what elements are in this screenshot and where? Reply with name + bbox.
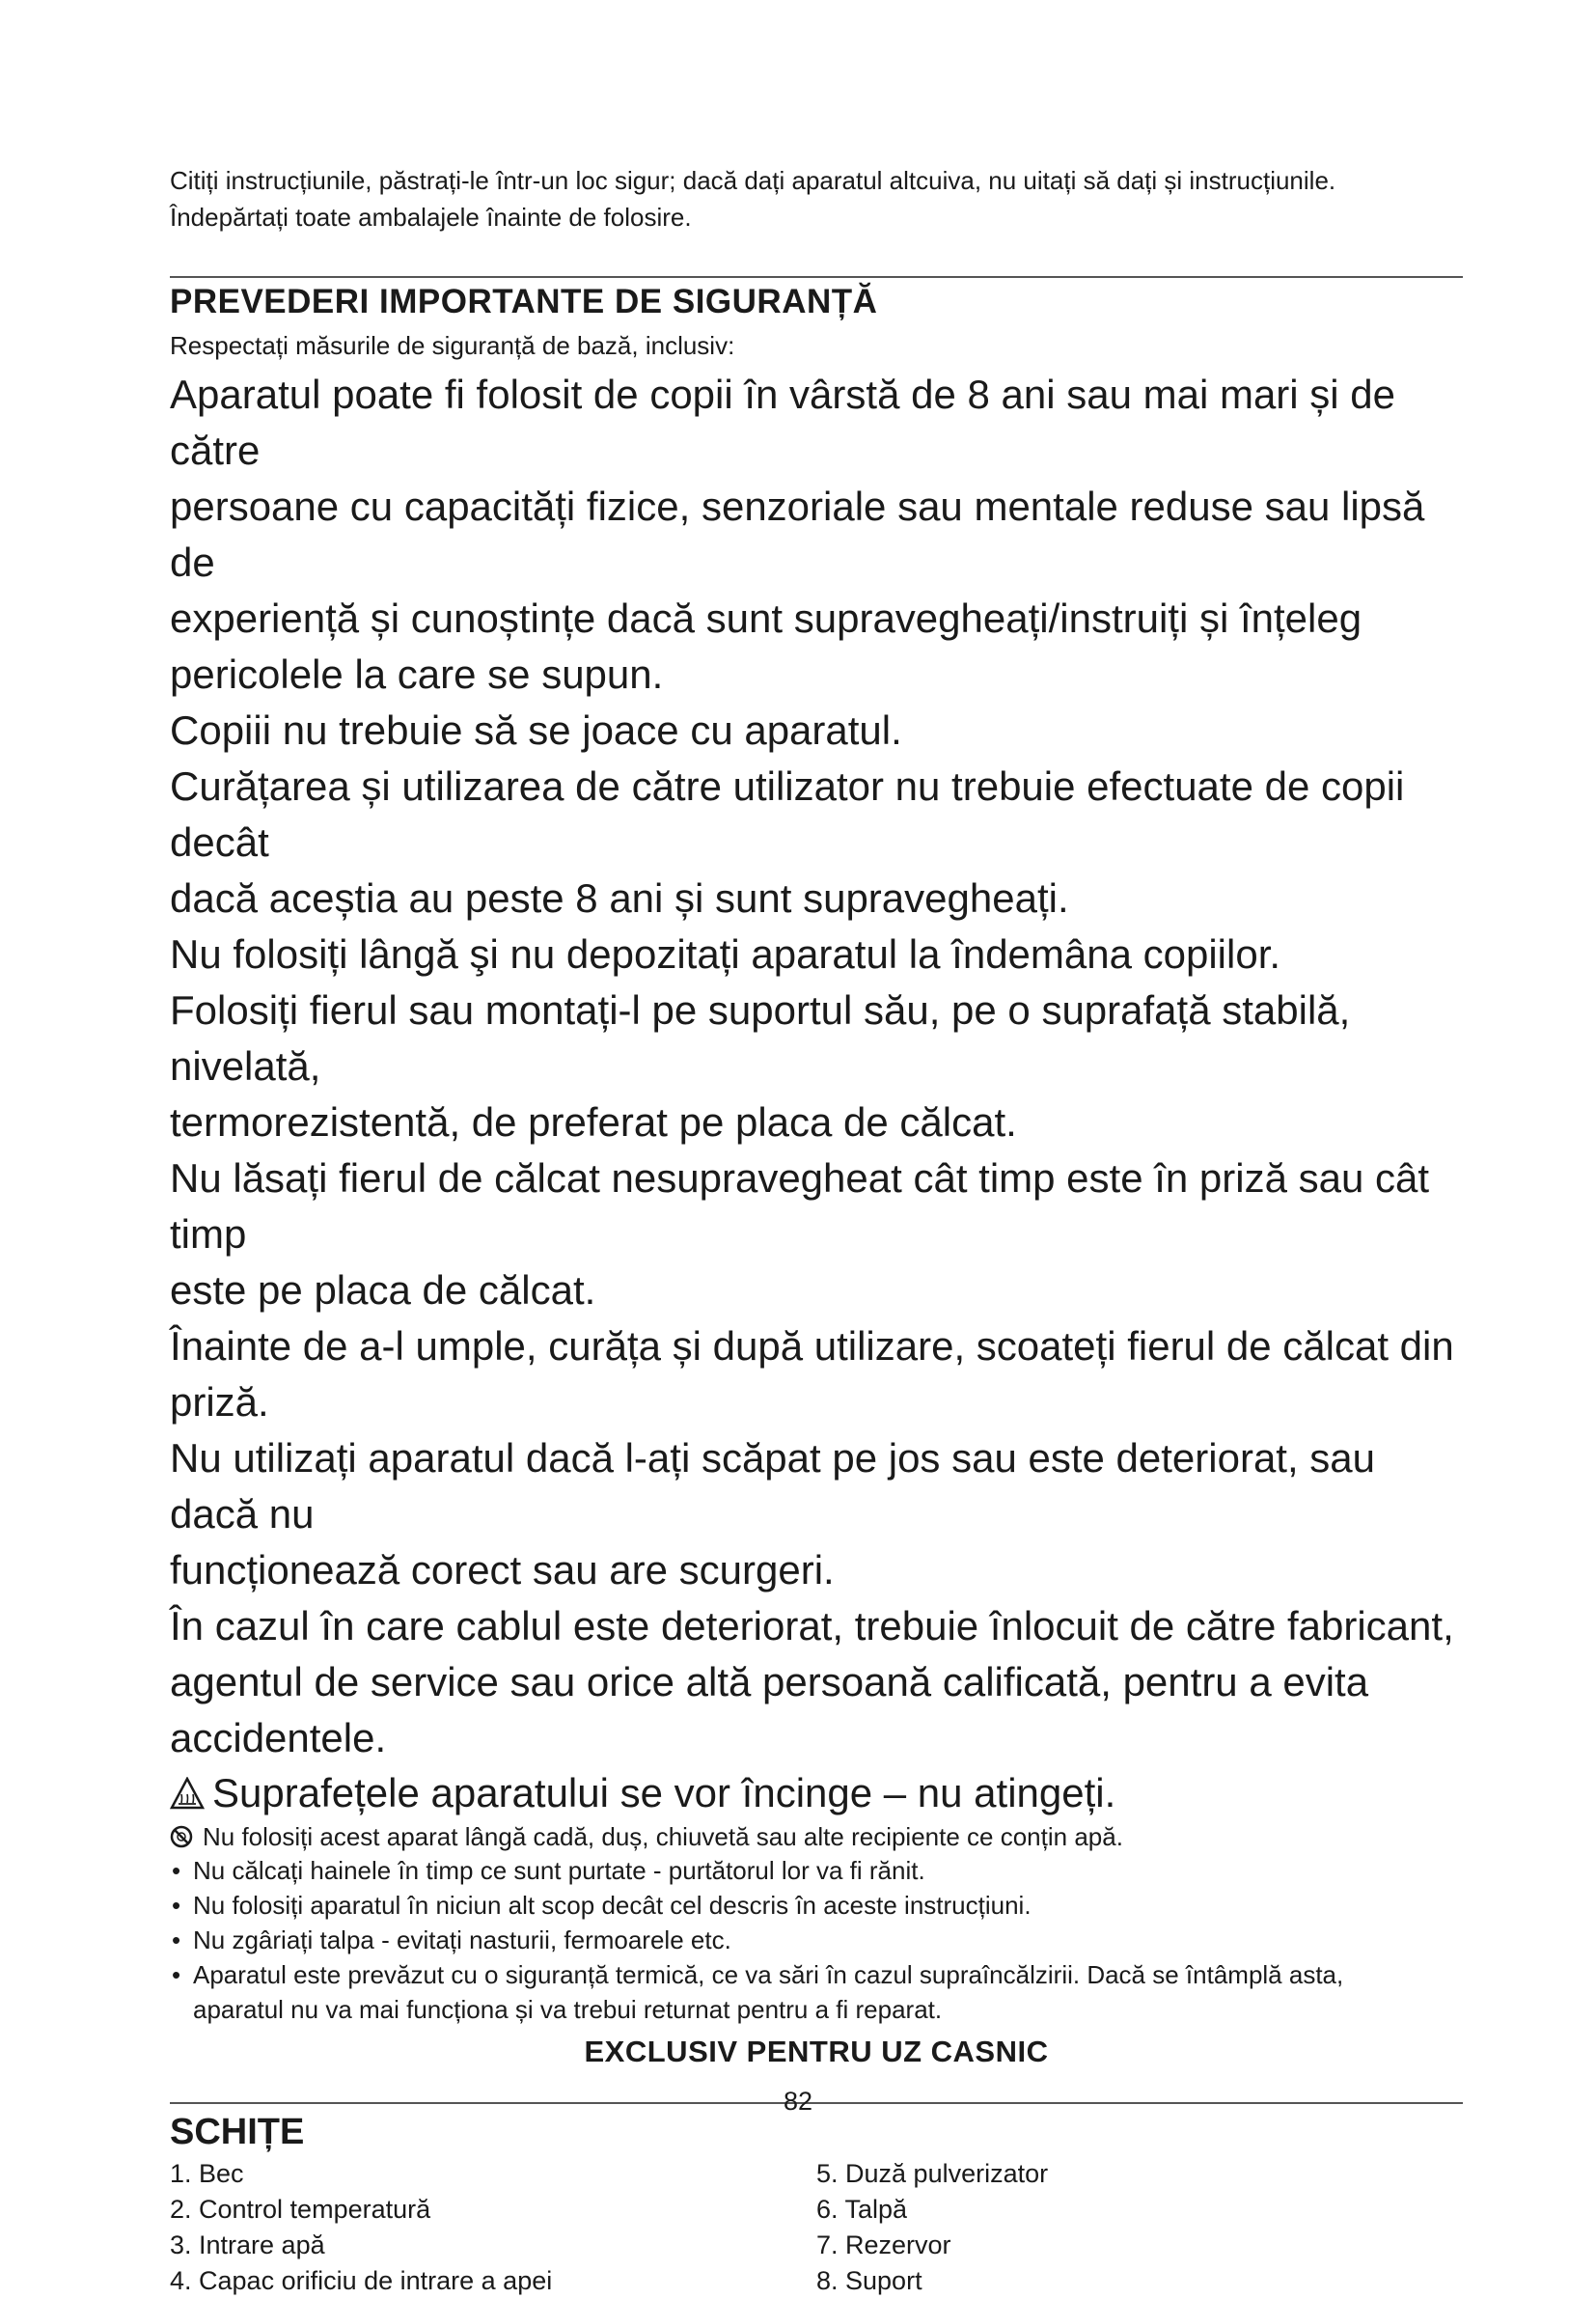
safety-line: Nu lăsați fierul de călcat nesupravegheat cât timp este în priză sau cât timp — [170, 1155, 1430, 1257]
safety-line: termorezistentă, de preferat pe placa de călcat. — [170, 1099, 1017, 1145]
parts-list — [170, 2156, 1463, 2299]
safety-line: În cazul în care cablul este deteriorat, trebuie înlocuit de către fabricant, — [170, 1603, 1454, 1648]
list-item — [170, 1923, 1463, 1957]
list-item-text: Nu zgâriați talpa - evitați nasturii, fermoarele etc. — [193, 1925, 731, 1954]
safety-line: este pe placa de călcat. — [170, 1267, 596, 1313]
safety-line: Copiii nu trebuie să se joace cu aparatul. — [170, 707, 902, 753]
safety-bullet-list — [170, 1853, 1463, 2027]
list-item — [170, 1888, 1463, 1923]
prohibited-icon — [170, 1825, 193, 1848]
safety-line: accidentele. — [170, 1715, 387, 1760]
household-use-notice: EXCLUSIV PENTRU UZ CASNIC — [584, 2035, 1049, 2068]
list-item — [170, 1957, 1463, 1992]
parts-section-title: SCHIȚE — [170, 2112, 305, 2152]
list-item-text: Nu folosiți aparatul în niciun alt scop decât cel descris în aceste instrucțiuni. — [193, 1891, 1032, 1920]
safety-section-title: PREVEDERI IMPORTANTE DE SIGURANȚĂ — [170, 283, 878, 320]
part-item: 6. Talpă — [816, 2195, 908, 2224]
section-divider — [170, 276, 1463, 278]
safety-line: Nu utilizați aparatul dacă l-ați scăpat pe jos sau este deteriorat, sau dacă nu — [170, 1435, 1376, 1537]
part-item: 8. Suport — [816, 2266, 922, 2295]
bullet-icon: • — [172, 1856, 181, 1885]
safety-line: Curățarea și utilizarea de către utilizator nu trebuie efectuate de copii decât — [170, 763, 1405, 865]
safety-line: Aparatul poate fi folosit de copii în vârstă de 8 ani sau mai mari și de către — [170, 372, 1396, 473]
list-item-continuation: aparatul nu va mai funcționa și va trebui returnat pentru a fi reparat. — [193, 1995, 943, 2024]
page-number: 82 — [783, 2087, 813, 2116]
safety-line: agentul de service sau orice altă persoană calificată, pentru a evita — [170, 1659, 1369, 1704]
safety-line: dacă aceștia au peste 8 ani și sunt supravegheați. — [170, 875, 1069, 921]
document-page — [170, 162, 1463, 2299]
list-item-text: Nu călcați hainele în timp ce sunt purtate - purtătorul lor va fi rănit. — [193, 1856, 925, 1885]
part-item: 1. Bec — [170, 2159, 244, 2188]
safety-line: Nu folosiți lângă şi nu depozitați aparatul la îndemâna copiilor. — [170, 931, 1281, 977]
hot-surface-warning-icon — [170, 1777, 205, 1810]
part-item: 5. Duză pulverizator — [816, 2159, 1049, 2188]
no-water-warning — [170, 1820, 1463, 1853]
safety-line: funcționează corect sau are scurgeri. — [170, 1547, 835, 1593]
parts-column-right — [816, 2156, 1463, 2299]
no-water-warning-text: Nu folosiți acest aparat lângă cadă, duș, chiuvetă sau alte recipiente ce conțin apă. — [203, 1822, 1123, 1851]
bullet-icon: • — [172, 1960, 181, 1989]
safety-line: experiență și cunoștințe dacă sunt supravegheați/instruiți și înțeleg — [170, 596, 1362, 641]
safety-lead: Respectați măsurile de siguranță de bază, inclusiv: — [170, 331, 735, 360]
list-item-text: Aparatul este prevăzut cu o siguranță termică, ce va sări în cazul supraîncălzirii. Dacă se întâmplă asta, — [193, 1960, 1344, 1989]
part-item: 3. Intrare apă — [170, 2230, 325, 2259]
list-item — [170, 1853, 1463, 1888]
intro-line-1: Citiți instrucțiunile, păstrați-le într-un loc sigur; dacă dați aparatul altcuiva, nu uitați să dați și instrucțiunile. — [170, 166, 1336, 195]
intro-line-2: Îndepărtați toate ambalajele înainte de folosire. — [170, 203, 692, 232]
safety-line: priză. — [170, 1379, 269, 1425]
hot-surface-warning-text: Suprafețele aparatului se vor încinge – nu atingeți. — [212, 1770, 1116, 1815]
safety-line: Folosiți fierul sau montați-l pe suportul său, pe o suprafață stabilă, nivelată, — [170, 987, 1351, 1089]
safety-line: Înainte de a-l umple, curăța și după utilizare, scoateți fierul de călcat din — [170, 1323, 1454, 1369]
safety-text — [170, 367, 1463, 1766]
bullet-icon: • — [172, 1925, 181, 1954]
bullet-icon: • — [172, 1891, 181, 1920]
safety-line: persoane cu capacități fizice, senzoriale sau mentale reduse sau lipsă de — [170, 484, 1425, 585]
part-item: 4. Capac orificiu de intrare a apei — [170, 2266, 553, 2295]
safety-line: pericolele la care se supun. — [170, 651, 664, 697]
hot-surface-warning — [170, 1766, 1463, 1820]
part-item: 7. Rezervor — [816, 2230, 951, 2259]
parts-column-left — [170, 2156, 816, 2299]
part-item: 2. Control temperatură — [170, 2195, 431, 2224]
